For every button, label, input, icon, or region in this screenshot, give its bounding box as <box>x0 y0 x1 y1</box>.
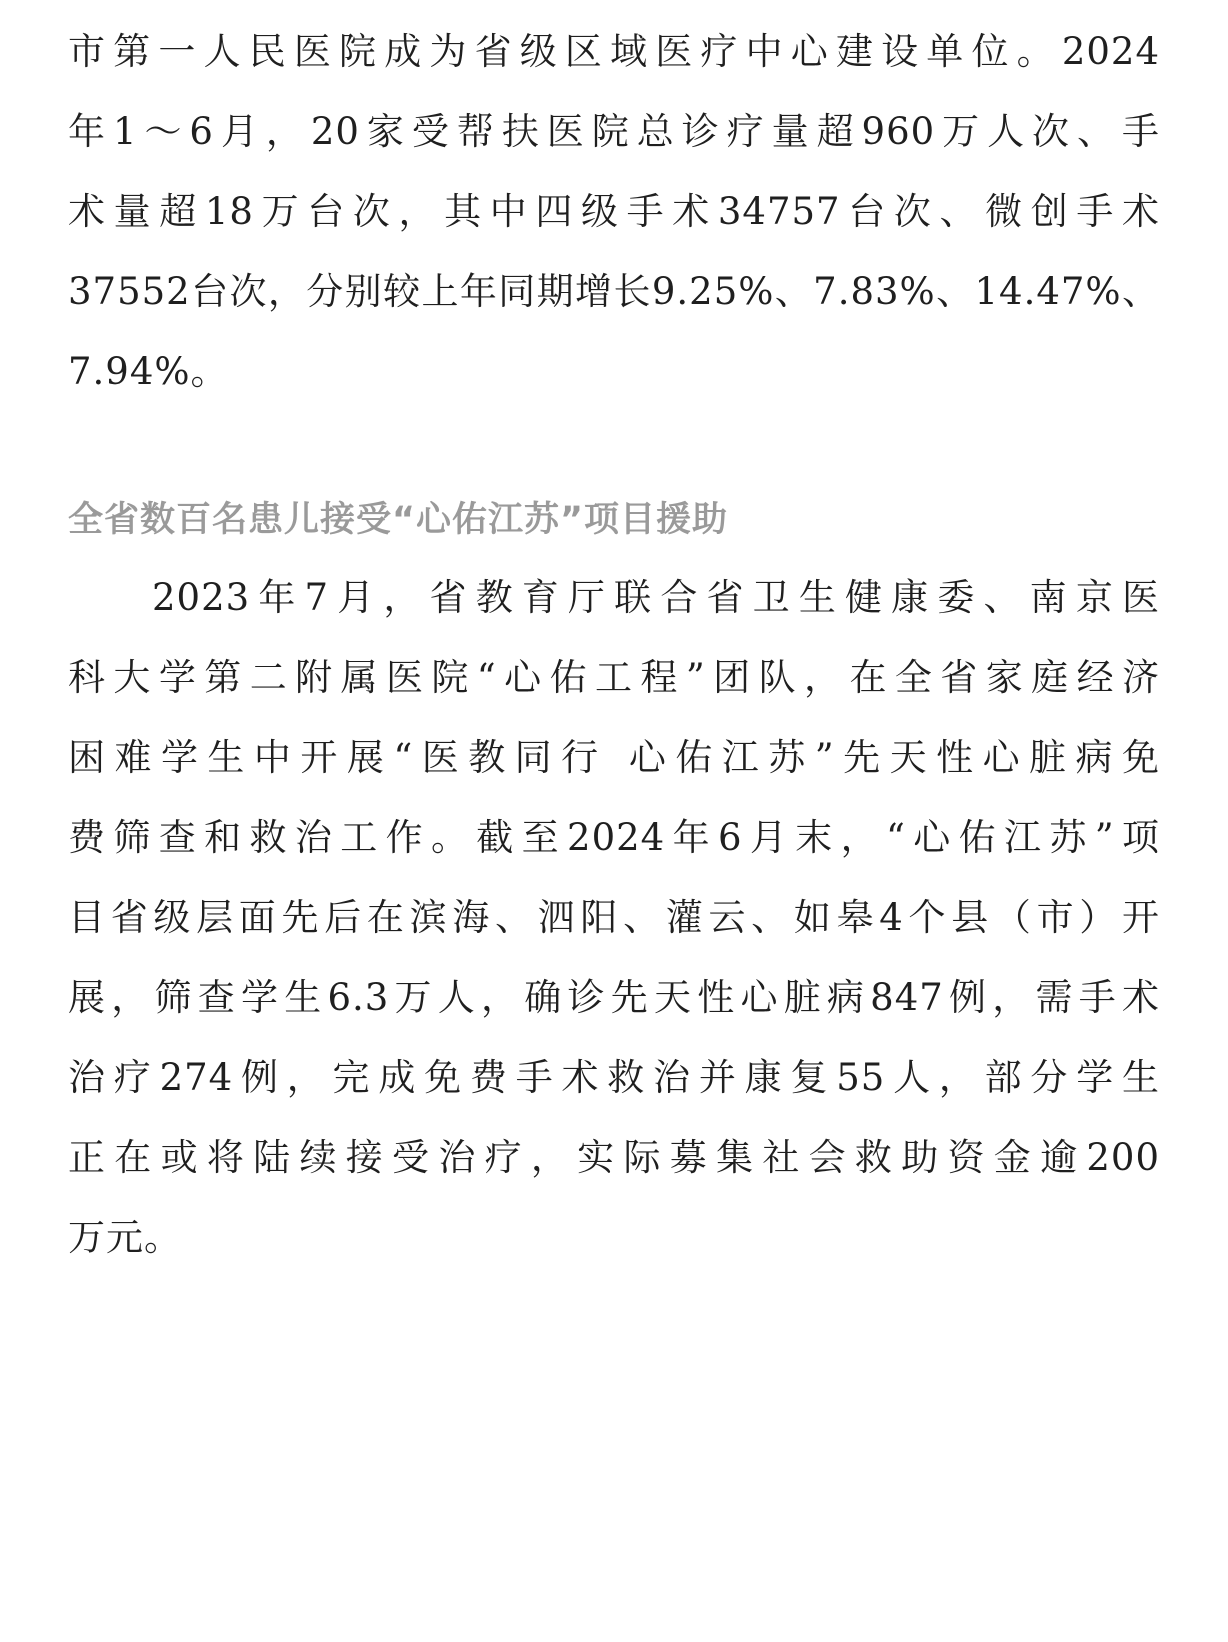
paragraph-line: 正在或将陆续接受治疗，实际募集社会救助资金逾200 <box>68 1136 1160 1179</box>
paragraph-line: 科大学第二附属医院“心佑工程”团队，在全省家庭经济 <box>68 656 1160 699</box>
paragraph-line: 37552台次，分别较上年同期增长9.25%、7.83%、14.47%、 <box>68 270 1160 313</box>
paragraph-line: 困难学生中开展“医教同行 心佑江苏”先天性心脏病免 <box>68 736 1160 779</box>
paragraph-line: 年1～6月，20家受帮扶医院总诊疗量超960万人次、手 <box>68 110 1160 153</box>
paragraph-heart-project <box>68 558 1160 1278</box>
paragraph-line: 展，筛查学生6.3万人，确诊先天性心脏病847例，需手术 <box>68 976 1160 1019</box>
paragraph-line: 2023年7月，省教育厅联合省卫生健康委、南京医 <box>152 576 1160 619</box>
paragraph-line: 目省级层面先后在滨海、泗阳、灌云、如皋4个县（市）开 <box>68 896 1160 939</box>
paragraph-line: 7.94%。 <box>68 350 229 393</box>
paragraph-line: 万元。 <box>68 1216 182 1259</box>
paragraph-line: 术量超18万台次，其中四级手术34757台次、微创手术 <box>68 190 1160 233</box>
paragraph-line: 费筛查和救治工作。截至2024年6月末，“心佑江苏”项 <box>68 816 1160 859</box>
paragraph-line: 治疗274例，完成免费手术救治并康复55人，部分学生 <box>68 1056 1160 1099</box>
section-heading: 全省数百名患儿接受“心佑江苏”项目援助 <box>68 500 729 540</box>
paragraph-line: 市第一人民医院成为省级区域医疗中心建设单位。2024 <box>68 30 1160 73</box>
paragraph-hospital-statistics <box>68 12 1160 412</box>
